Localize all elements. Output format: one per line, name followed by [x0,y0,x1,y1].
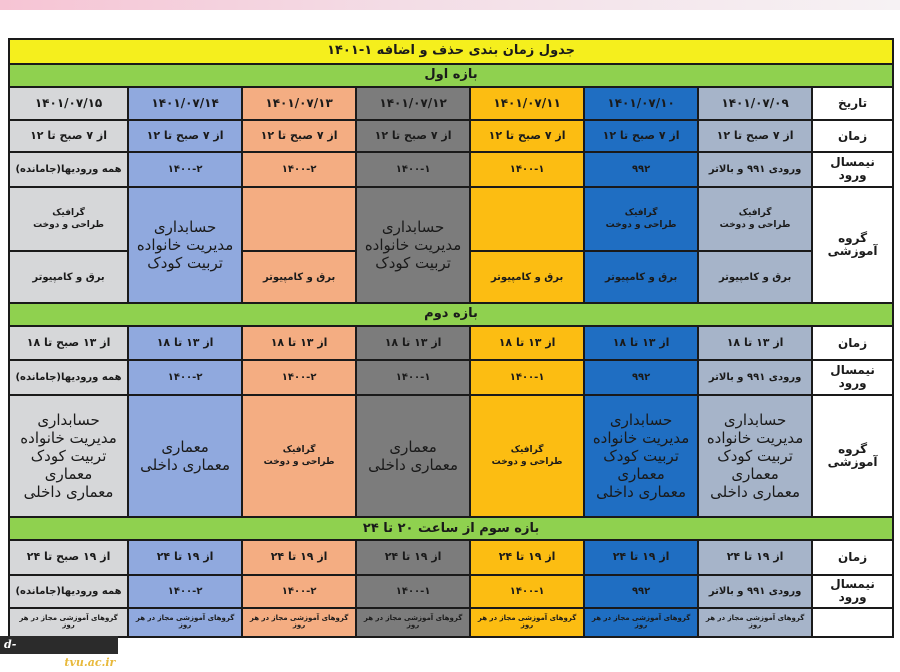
semester1-cell-6: همه ورودیها(جامانده) [9,152,128,186]
group-line: معماری [161,437,209,456]
table-row [9,187,893,251]
group-line: حسابداری [609,410,673,429]
row-label-semester: نیمسال ورود [812,152,893,186]
group1-cell-0 [698,187,812,251]
table-row [9,120,893,152]
group3-cell-5: گروهای آموزشی مجاز در هر روز [128,608,242,637]
time3-cell-2: از ۱۹ تا ۲۴ [470,540,584,574]
group2-cell-4 [242,395,356,518]
group-line: معماری [731,464,779,483]
group-line: مدیریت خانواده [364,235,462,254]
time2-cell-1: از ۱۳ تا ۱۸ [584,326,698,360]
group3-cell-1: گروهای آموزشی مجاز در هر روز [584,608,698,637]
semester1-cell-4: ۱۴۰۰-۲ [242,152,356,186]
time3-cell-3: از ۱۹ تا ۲۴ [356,540,470,574]
group-line: معماری داخلی [140,455,231,474]
group2-cell-0 [698,395,812,518]
semester3-cell-6: همه ورودیها(جامانده) [9,575,128,608]
row-label-semester-2: نیمسال ورود [812,360,893,394]
group1-cell-4 [242,187,356,251]
schedule-title: جدول زمان بندی حذف و اضافه ۱-۱۴۰۱ [9,39,893,64]
semester3-cell-4: ۱۴۰۰-۲ [242,575,356,608]
time3-cell-1: از ۱۹ تا ۲۴ [584,540,698,574]
time2-cell-2: از ۱۳ تا ۱۸ [470,326,584,360]
table-row [9,360,893,394]
time3-cell-4: از ۱۹ تا ۲۴ [242,540,356,574]
semester2-cell-3: ۱۴۰۰-۱ [356,360,470,394]
time3-cell-6: از ۱۹ صبح تا ۲۴ [9,540,128,574]
group3-cell-4: گروهای آموزشی مجاز در هر روز [242,608,356,637]
date-cell-4: ۱۴۰۱/۰۷/۱۳ [242,87,356,120]
group-line: تربیت کودک [375,253,451,272]
band-first: بازه اول [9,64,893,87]
group-line: تربیت کودک [147,253,223,272]
semester1-cell-0: ورودی ۹۹۱ و بالاتر [698,152,812,186]
row-label-time-3: زمان [812,540,893,574]
group-line: حسابداری [723,410,787,429]
semester2-cell-4: ۱۴۰۰-۲ [242,360,356,394]
semester3-cell-2: ۱۴۰۰-۱ [470,575,584,608]
group-line: طراحی و دوخت [605,219,677,230]
group1-cell-5 [128,187,242,303]
group1-cell-1 [584,187,698,251]
group-line: طراحی و دوخت [491,456,563,467]
group3-cell-3: گروهای آموزشی مجاز در هر روز [356,608,470,637]
group1-bottom-cell-1: برق و کامپیوتر [584,251,698,303]
band-first-row [9,64,893,87]
group-line: گرافیک [510,444,544,455]
group1-bottom-cell-2: برق و کامپیوتر [470,251,584,303]
date-cell-2: ۱۴۰۱/۰۷/۱۱ [470,87,584,120]
time2-cell-0: از ۱۳ تا ۱۸ [698,326,812,360]
group-line: تربیت کودک [717,446,793,465]
group-line: حسابداری [153,217,217,236]
time1-cell-3: از ۷ صبح تا ۱۲ [356,120,470,152]
band-second-row [9,303,893,326]
row-label-semester-3: نیمسال ورود [812,575,893,608]
group-line: مدیریت خانواده [20,428,117,447]
semester1-cell-1: ۹۹۲ [584,152,698,186]
time2-cell-5: از ۱۳ تا ۱۸ [128,326,242,360]
top-decorative-band [0,0,900,10]
group-line: مدیریت خانواده [136,235,234,254]
row-label-time-2: زمان [812,326,893,360]
group1-cell-2 [470,187,584,251]
time1-cell-1: از ۷ صبح تا ۱۲ [584,120,698,152]
group-line: گرافیک [738,207,772,218]
semester1-cell-5: ۱۴۰۰-۲ [128,152,242,186]
time1-cell-2: از ۷ صبح تا ۱۲ [470,120,584,152]
table-row [9,87,893,120]
group-line: طراحی و دوخت [719,219,791,230]
group-line: گرافیک [282,444,316,455]
semester2-cell-5: ۱۴۰۰-۲ [128,360,242,394]
group-line: تربیت کودک [603,446,679,465]
table-row [9,326,893,360]
table-row [9,540,893,574]
time1-cell-5: از ۷ صبح تا ۱۲ [128,120,242,152]
date-cell-1: ۱۴۰۱/۰۷/۱۰ [584,87,698,120]
semester3-cell-0: ورودی ۹۹۱ و بالاتر [698,575,812,608]
group-line: تربیت کودک [30,446,107,465]
row-label-group: گروه آموزشی [812,187,893,303]
table-row [9,395,893,518]
date-cell-3: ۱۴۰۱/۰۷/۱۲ [356,87,470,120]
watermark-logo [0,636,118,669]
group2-cell-6 [9,395,128,518]
row-label-time: زمان [812,120,893,152]
group-line: گرافیک [52,207,85,218]
watermark-domain: tvu.ac.ir [64,656,116,669]
time1-cell-0: از ۷ صبح تا ۱۲ [698,120,812,152]
group-line: حسابداری [381,217,445,236]
semester3-cell-3: ۱۴۰۰-۱ [356,575,470,608]
row-label-date: تاریخ [812,87,893,120]
table-row [9,152,893,186]
semester2-cell-2: ۱۴۰۰-۱ [470,360,584,394]
row-label-group-2: گروه آموزشی [812,395,893,518]
table-row [9,608,893,637]
group2-cell-3 [356,395,470,518]
semester1-cell-2: ۱۴۰۰-۱ [470,152,584,186]
group1-cell-6 [9,187,128,251]
table-row [9,575,893,608]
semester3-cell-1: ۹۹۲ [584,575,698,608]
date-cell-0: ۱۴۰۱/۰۷/۰۹ [698,87,812,120]
band-second: بازه دوم [9,303,893,326]
band-third: بازه سوم از ساعت ۲۰ تا ۲۴ [9,517,893,540]
group3-cell-6: گروهای آموزشی مجاز در هر روز [9,608,128,637]
watermark-prefix: d-hamedan. [4,638,65,669]
group2-cell-5 [128,395,242,518]
group-line: معماری داخلی [23,482,114,501]
semester2-cell-6: همه ورودیها(جامانده) [9,360,128,394]
group1-bottom-cell-4: برق و کامپیوتر [242,251,356,303]
group-line: طراحی و دوخت [33,219,104,230]
group-line: معماری داخلی [710,482,801,501]
group-line: معماری داخلی [596,482,687,501]
group-line: طراحی و دوخت [263,456,335,467]
group-line: مدیریت خانواده [706,428,804,447]
date-cell-5: ۱۴۰۱/۰۷/۱۴ [128,87,242,120]
row-label-group-3 [812,608,893,637]
group-line: مدیریت خانواده [592,428,690,447]
semester2-cell-0: ورودی ۹۹۱ و بالاتر [698,360,812,394]
time1-cell-4: از ۷ صبح تا ۱۲ [242,120,356,152]
group1-bottom-cell-0: برق و کامپیوتر [698,251,812,303]
group-line: معماری [44,464,93,483]
group2-cell-1 [584,395,698,518]
group-line: معماری [617,464,665,483]
semester1-cell-3: ۱۴۰۰-۱ [356,152,470,186]
group-line: حسابداری [37,410,100,429]
group-line: معماری داخلی [368,455,459,474]
group3-cell-2: گروهای آموزشی مجاز در هر روز [470,608,584,637]
group-line: معماری [389,437,437,456]
title-row [9,39,893,64]
time3-cell-0: از ۱۹ تا ۲۴ [698,540,812,574]
time2-cell-6: از ۱۳ صبح تا ۱۸ [9,326,128,360]
group2-cell-2 [470,395,584,518]
time1-cell-6: از ۷ صبح تا ۱۲ [9,120,128,152]
time2-cell-4: از ۱۳ تا ۱۸ [242,326,356,360]
date-cell-6: ۱۴۰۱/۰۷/۱۵ [9,87,128,120]
band-third-row [9,517,893,540]
schedule-table [8,38,894,638]
group3-cell-0: گروهای آموزشی مجاز در هر روز [698,608,812,637]
time3-cell-5: از ۱۹ تا ۲۴ [128,540,242,574]
group1-bottom-cell-6: برق و کامپیوتر [9,251,128,303]
group-line: گرافیک [624,207,658,218]
time2-cell-3: از ۱۳ تا ۱۸ [356,326,470,360]
group1-cell-3 [356,187,470,303]
semester2-cell-1: ۹۹۲ [584,360,698,394]
semester3-cell-5: ۱۴۰۰-۲ [128,575,242,608]
